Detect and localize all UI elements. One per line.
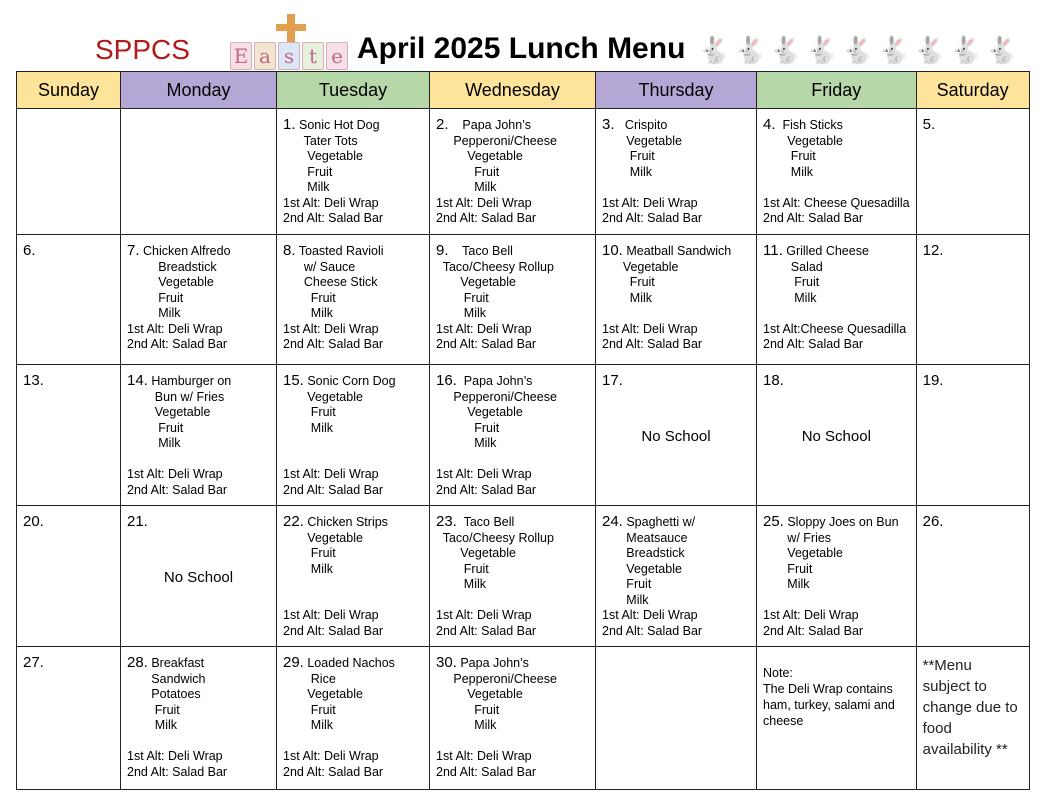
day-number: 11.: [763, 242, 783, 259]
day-cell-content: [277, 365, 429, 505]
day-number: 25.: [763, 513, 784, 530]
menu-items: Chicken Strips Vegetable Fruit Milk 1st Alt: Deli Wrap 2nd Alt: Salad Bar: [283, 515, 388, 638]
day-number: 1.: [283, 116, 296, 133]
weekday-wednesday: Wednesday: [430, 72, 596, 109]
day-cell-content: [430, 365, 595, 505]
day-cell: [17, 235, 121, 365]
day-number: 21.: [127, 513, 148, 530]
bunnies-banner: [698, 16, 1018, 70]
menu-items: Crispito Vegetable Fruit Milk 1st Alt: Deli Wrap 2nd Alt: Salad Bar: [602, 118, 703, 225]
day-number: 17.: [602, 372, 623, 389]
day-cell-content: [596, 365, 756, 505]
deli-wrap-note: Note: The Deli Wrap contains ham, turkey, salami and cheese: [763, 666, 895, 728]
menu-items: Sonic Corn Dog Vegetable Fruit Milk 1st Alt: Deli Wrap 2nd Alt: Salad Bar: [283, 374, 396, 497]
bunny-icon: 🐇: [733, 35, 767, 65]
menu-items: Toasted Ravioli w/ Sauce Cheese Stick Fruit Milk 1st Alt: Deli Wrap 2nd Alt: Salad Bar: [283, 244, 384, 351]
weekday-thursday: Thursday: [596, 72, 757, 109]
day-cell: [596, 647, 757, 790]
day-cell: [757, 235, 917, 365]
day-cell: [17, 647, 121, 790]
day-cell: [916, 365, 1029, 506]
day-cell: [430, 109, 596, 235]
day-cell: [121, 647, 277, 790]
day-cell-content: [17, 109, 120, 234]
weekday-tuesday: Tuesday: [277, 72, 430, 109]
calendar-week-row: [17, 365, 1030, 506]
calendar-week-row: [17, 109, 1030, 235]
no-school-label: No School: [801, 428, 871, 445]
day-cell: [430, 235, 596, 365]
menu-items: Taco Bell Taco/Cheesy Rollup Vegetable Fruit Milk 1st Alt: Deli Wrap 2nd Alt: Salad Bar: [436, 515, 554, 638]
menu-disclaimer: **Menu subject to change due to food availability **: [922, 657, 1018, 758]
day-number: 5.: [922, 116, 936, 133]
day-cell: [430, 365, 596, 506]
day-cell-content: [121, 647, 276, 789]
menu-items: Breakfast Sandwich Potatoes Fruit Milk 1st Alt: Deli Wrap 2nd Alt: Salad Bar: [127, 656, 228, 779]
bunny-icon: 🐇: [949, 35, 983, 65]
easter-block: e: [326, 42, 348, 70]
day-cell-content: [757, 235, 916, 364]
day-number: 27.: [23, 654, 44, 671]
day-cell: [277, 109, 430, 235]
day-number: 30.: [436, 654, 457, 671]
day-cell-content: [757, 109, 916, 234]
day-cell-content: [917, 647, 1029, 789]
day-number: 10.: [602, 242, 623, 259]
calendar-week-row: [17, 506, 1030, 647]
day-number: 26.: [922, 513, 944, 530]
day-number: 28.: [127, 654, 148, 671]
menu-items: Fish Sticks Vegetable Fruit Milk 1st Alt: Cheese Quesadilla 2nd Alt: Salad Bar: [763, 118, 910, 225]
day-cell: [121, 235, 277, 365]
easter-block: a: [254, 42, 276, 70]
menu-items: Taco Bell Taco/Cheesy Rollup Vegetable Fruit Milk 1st Alt: Deli Wrap 2nd Alt: Salad Bar: [436, 244, 554, 351]
day-cell: [17, 109, 121, 235]
day-cell: [17, 506, 121, 647]
weekday-monday: Monday: [121, 72, 277, 109]
day-cell-content: [430, 109, 595, 234]
day-cell: [430, 506, 596, 647]
day-number: 13.: [23, 372, 44, 389]
day-cell: [916, 647, 1029, 790]
menu-items: Grilled Cheese Salad Fruit Milk 1st Alt:Cheese Quesadilla 2nd Alt: Salad Bar: [763, 244, 907, 351]
weekday-saturday: Saturday: [916, 72, 1029, 109]
day-number: 29.: [283, 654, 304, 671]
no-school-label: No School: [641, 428, 711, 445]
menu-items: Sonic Hot Dog Tater Tots Vegetable Fruit Milk 1st Alt: Deli Wrap 2nd Alt: Salad Bar: [283, 118, 384, 225]
day-cell-content: [917, 235, 1029, 364]
day-cell: [17, 365, 121, 506]
day-number: 14.: [127, 372, 148, 389]
day-cell: [277, 647, 430, 790]
day-cell-content: [121, 109, 276, 234]
day-cell-content: [596, 647, 756, 789]
day-cell-content: [17, 235, 120, 364]
day-cell: [277, 365, 430, 506]
easter-block: E: [230, 42, 252, 70]
day-number: 19.: [922, 372, 944, 389]
day-cell: [121, 365, 277, 506]
calendar-table: [16, 71, 1030, 790]
day-cell-content: [121, 235, 276, 364]
menu-items: Papa John’s Pepperoni/Cheese Vegetable Fruit Milk 1st Alt: Deli Wrap 2nd Alt: Salad Bar: [436, 118, 557, 225]
day-cell: [430, 647, 596, 790]
bunny-icon: 🐇: [805, 35, 839, 65]
bunny-icon: 🐇: [769, 35, 803, 65]
day-number: 3.: [602, 116, 615, 133]
bunny-icon: 🐇: [841, 35, 875, 65]
day-cell-content: [430, 235, 595, 364]
no-school-label: No School: [163, 569, 234, 586]
day-cell: [121, 506, 277, 647]
bunny-icon: 🐇: [985, 35, 1018, 65]
menu-items: Hamburger on Bun w/ Fries Vegetable Fruit Milk 1st Alt: Deli Wrap 2nd Alt: Salad Bar: [127, 374, 232, 497]
day-cell-content: [17, 506, 120, 646]
day-number: 6.: [23, 242, 36, 259]
day-cell-content: [121, 506, 276, 646]
day-cell: [121, 109, 277, 235]
day-cell-content: [17, 365, 120, 505]
day-cell-content: [757, 647, 916, 789]
day-cell-content: [17, 647, 120, 789]
day-cell-content: [596, 235, 756, 364]
day-cell-content: [596, 506, 756, 646]
day-cell-content: [277, 109, 429, 234]
easter-logo: [230, 14, 343, 70]
day-number: 15.: [283, 372, 304, 389]
day-number: 23.: [436, 513, 457, 530]
day-number: 12.: [922, 242, 944, 259]
day-cell: [596, 235, 757, 365]
day-number: 18.: [763, 372, 784, 389]
day-cell-content: [917, 506, 1029, 646]
day-cell: [757, 365, 917, 506]
bunny-icon: 🐇: [698, 35, 731, 65]
school-name: SPPCS: [95, 34, 190, 65]
menu-items: Spaghetti w/ Meatsauce Breadstick Vegetable Fruit Milk 1st Alt: Deli Wrap 2nd Alt: Salad Bar: [602, 515, 703, 638]
weekday-sunday: Sunday: [17, 72, 121, 109]
day-cell-content: [277, 506, 429, 646]
day-cell: [916, 235, 1029, 365]
day-cell-content: [430, 506, 595, 646]
weekday-header-row: [17, 72, 1030, 109]
menu-items: Chicken Alfredo Breadstick Vegetable Fruit Milk 1st Alt: Deli Wrap 2nd Alt: Salad Bar: [127, 244, 231, 351]
day-cell-content: [917, 109, 1029, 234]
easter-letter-blocks: [230, 42, 348, 70]
bunny-icon: 🐇: [877, 35, 911, 65]
day-number: 22.: [283, 513, 304, 530]
day-cell: [757, 506, 917, 647]
day-number: 4.: [763, 116, 776, 133]
day-cell-content: [757, 365, 916, 505]
day-cell: [596, 109, 757, 235]
easter-block: s: [278, 42, 300, 70]
day-cell-content: [121, 365, 276, 505]
day-cell: [916, 109, 1029, 235]
menu-items: Papa John’s Pepperoni/Cheese Vegetable Fruit Milk 1st Alt: Deli Wrap 2nd Alt: Salad Bar: [436, 374, 557, 497]
day-cell: [757, 109, 917, 235]
day-cell: [277, 506, 430, 647]
day-number: 7.: [127, 242, 140, 259]
day-cell-content: [277, 647, 429, 789]
menu-items: Sloppy Joes on Bun w/ Fries Vegetable Fruit Milk 1st Alt: Deli Wrap 2nd Alt: Salad Bar: [763, 515, 899, 638]
day-cell: [757, 647, 917, 790]
day-number: 24.: [602, 513, 623, 530]
weekday-friday: Friday: [757, 72, 917, 109]
bunny-icon: 🐇: [913, 35, 947, 65]
menu-items: Papa John’s Pepperoni/Cheese Vegetable Fruit Milk 1st Alt: Deli Wrap 2nd Alt: Salad Bar: [436, 656, 557, 779]
day-number: 8.: [283, 242, 296, 259]
calendar-week-row: [17, 647, 1030, 790]
page-title: April 2025 Lunch Menu: [357, 32, 686, 65]
day-cell-content: [430, 647, 595, 789]
day-cell: [596, 506, 757, 647]
calendar-week-row: [17, 235, 1030, 365]
day-number: 2.: [436, 116, 449, 133]
day-cell-content: [596, 109, 756, 234]
menu-items: Loaded Nachos Rice Vegetable Fruit Milk 1st Alt: Deli Wrap 2nd Alt: Salad Bar: [283, 656, 395, 779]
day-number: 16.: [436, 372, 457, 389]
day-number: 9.: [436, 242, 449, 259]
day-cell-content: [757, 506, 916, 646]
day-cell: [916, 506, 1029, 647]
cross-icon-bar: [276, 24, 306, 31]
day-cell-content: [917, 365, 1029, 505]
day-cell-content: [277, 235, 429, 364]
easter-block: t: [302, 42, 324, 70]
day-cell: [596, 365, 757, 506]
day-number: 20.: [23, 513, 44, 530]
menu-items: Meatball Sandwich Vegetable Fruit Milk 1st Alt: Deli Wrap 2nd Alt: Salad Bar: [602, 244, 732, 351]
day-cell: [277, 235, 430, 365]
